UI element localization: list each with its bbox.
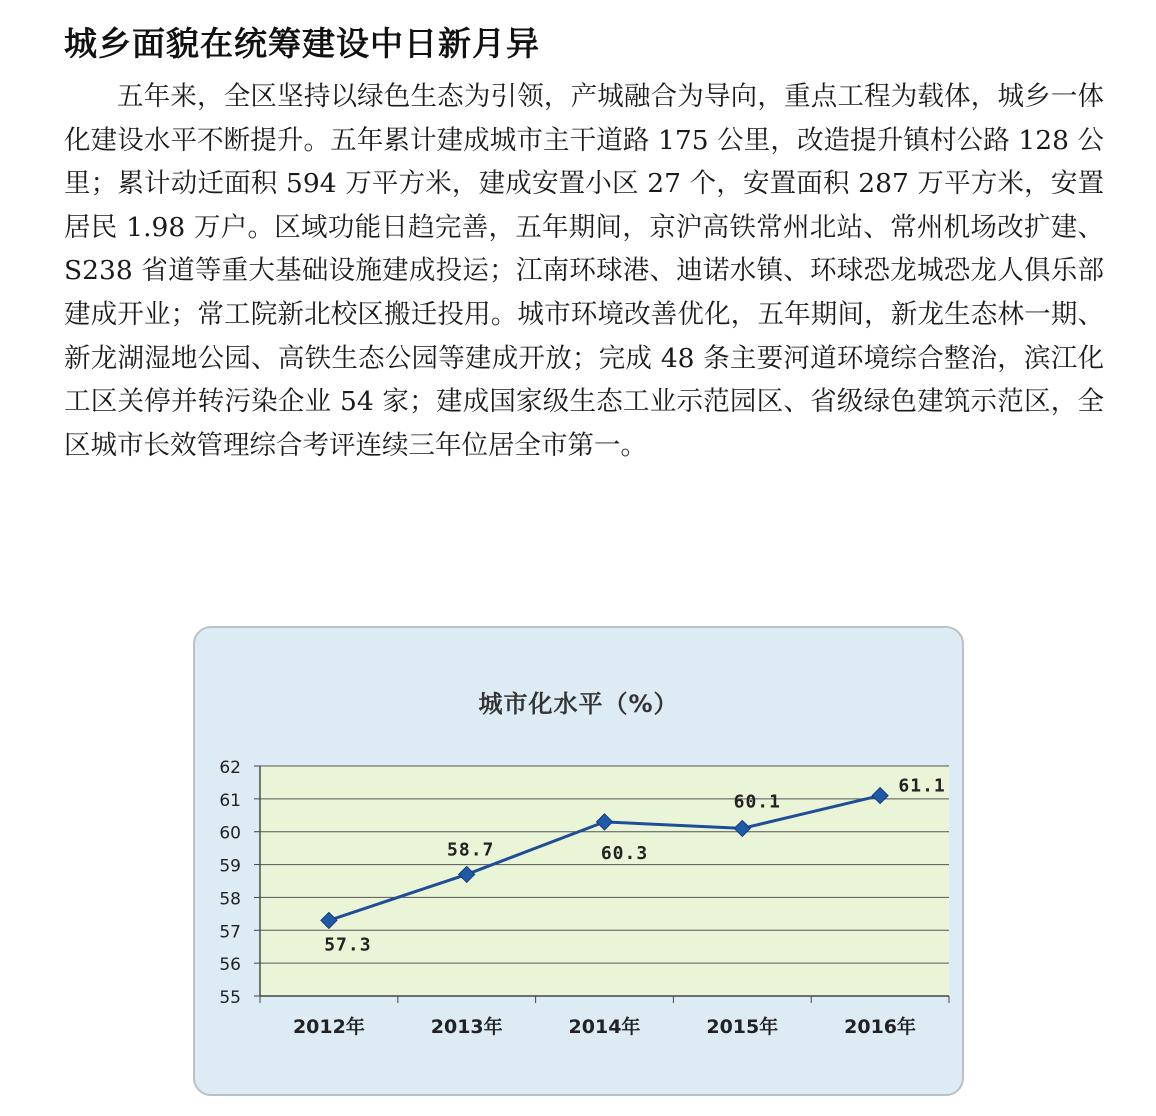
y-tick-label: 59 bbox=[219, 856, 241, 877]
plot-area bbox=[260, 766, 949, 996]
data-label: 60.3 bbox=[600, 842, 649, 864]
data-label: 61.1 bbox=[898, 775, 946, 797]
x-tick-label: 2014年 bbox=[568, 1016, 641, 1038]
x-tick-label: 2013年 bbox=[430, 1016, 503, 1038]
data-label: 60.1 bbox=[733, 791, 781, 813]
urbanization-chart bbox=[193, 626, 964, 1096]
y-tick-label: 55 bbox=[219, 988, 241, 1008]
section-heading: 城乡面貌在统筹建设中日新月异 bbox=[64, 24, 540, 63]
y-tick-label: 62 bbox=[219, 758, 241, 778]
x-tick-label: 2015年 bbox=[706, 1016, 779, 1038]
y-tick-label: 57 bbox=[219, 922, 241, 943]
x-tick-label: 2012年 bbox=[292, 1016, 365, 1038]
chart-plot bbox=[195, 628, 962, 1094]
chart-title: 城市化水平（%） bbox=[478, 690, 679, 718]
data-label: 58.7 bbox=[447, 839, 495, 861]
y-tick-label: 61 bbox=[219, 790, 241, 811]
x-tick-label: 2016年 bbox=[844, 1016, 917, 1038]
data-label: 57.3 bbox=[324, 934, 372, 956]
y-tick-label: 56 bbox=[219, 955, 241, 976]
y-tick-label: 60 bbox=[219, 823, 241, 844]
body-paragraph: 五年来，全区坚持以绿色生态为引领，产城融合为导向，重点工程为载体，城乡一体化建设水平不断提升。五年累计建成城市主干道路 175 公里，改造提升镇村公路 128 公里；累计动迁面积 594 万平方米，建成安置小区 27 个，安置面积 287 万平方米，安置居民 1.98 万户。区域功能日趋完善，五年期间，京沪高铁常州北站、常州机场改扩建、S238 省道等重大基础设施建成投运；江南环球港、迪诺水镇、环球恐龙城恐龙人俱乐部建成开业；常工院新北校区搬迁投用。城市环境改善优化，五年期间，新龙生态林一期、新龙湖湿地公园、高铁生态公园等建成开放；完成 48 条主要河道环境综合整治，滨江化工区关停并转污染企业 54 家；建成国家级生态工业示范园区、省级绿色建筑示范区，全区城市长效管理综合考评连续三年位居全市第一。 bbox=[64, 81, 1104, 461]
y-tick-label: 58 bbox=[219, 889, 241, 910]
